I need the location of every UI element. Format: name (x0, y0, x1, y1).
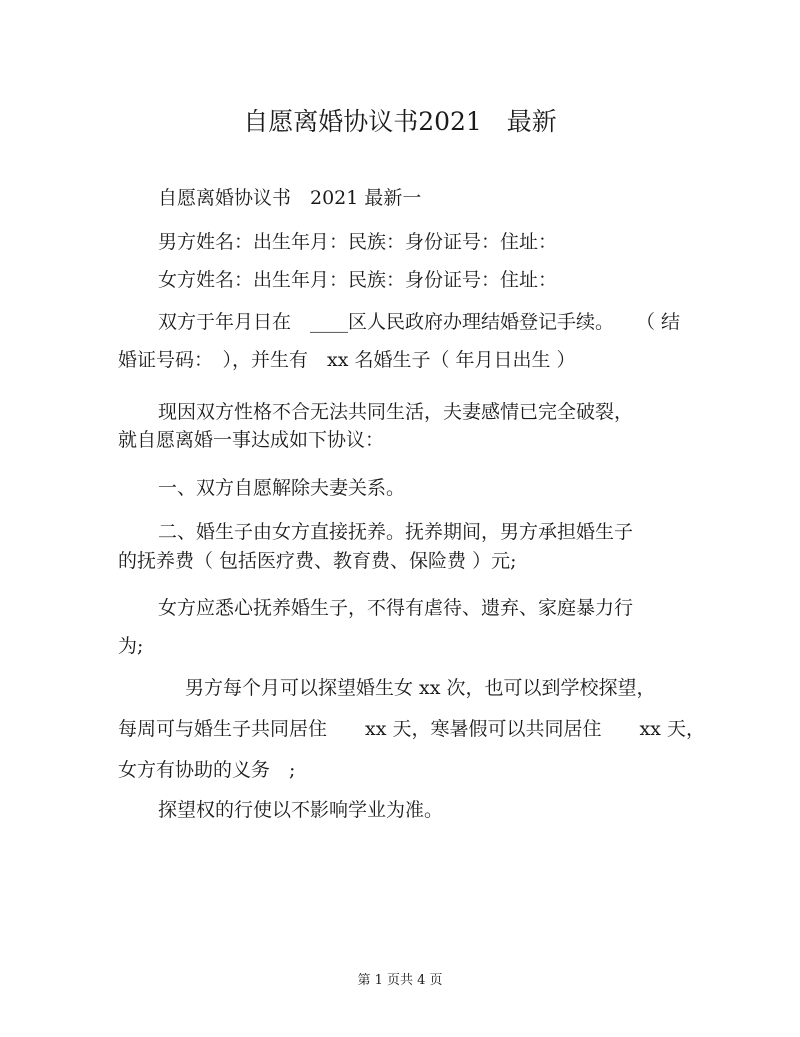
body-line: 男方姓名：出生年月：民族：身份证号：住址： (158, 231, 558, 253)
body-line: 就自愿离婚一事达成如下协议： (118, 429, 385, 451)
body-line: 为; (118, 635, 144, 657)
body-line: 女方应悉心抚养婚生子，不得有虐待、遗弃、家庭暴力行 (158, 597, 634, 619)
body-line: 探望权的行使以不影响学业为准。 (158, 799, 444, 821)
body-line: 现因双方性格不合无法共同生活，夫妻感情已完全破裂， (158, 401, 634, 423)
page-title: 自愿离婚协议书2021 最新 (243, 107, 557, 136)
page-footer: 第 1 页共 4 页 (357, 973, 443, 988)
body-line: 女方姓名：出生年月：民族：身份证号：住址： (158, 269, 558, 291)
body-line: 一、双方自愿解除夫妻关系。 (158, 477, 406, 499)
body-line: 男方每个月可以探望婚生女 xx 次，也可以到学校探望， (185, 677, 656, 699)
body-line: 每周可与婚生子共同居住 xx 天，寒暑假可以共同居住 xx 天， (118, 718, 705, 740)
body-line: 自愿离婚协议书 2021 最新一 (158, 187, 422, 209)
body-line: 双方于年月日在 ____区人民政府办理结婚登记手续。 (158, 311, 615, 333)
body-line: 婚证号码： ），并生有 xx 名婚生子（ 年月日出生 ） (118, 349, 576, 371)
body-line: 的抚养费（ 包括医疗费、教育费、保险费 ）元; (118, 550, 517, 572)
body-line: 女方有协助的义务 ; (118, 759, 296, 781)
body-line: 二、婚生子由女方直接抚养。抚养期间，男方承担婚生子 (158, 521, 634, 543)
body-line: （ 结 (636, 311, 681, 333)
